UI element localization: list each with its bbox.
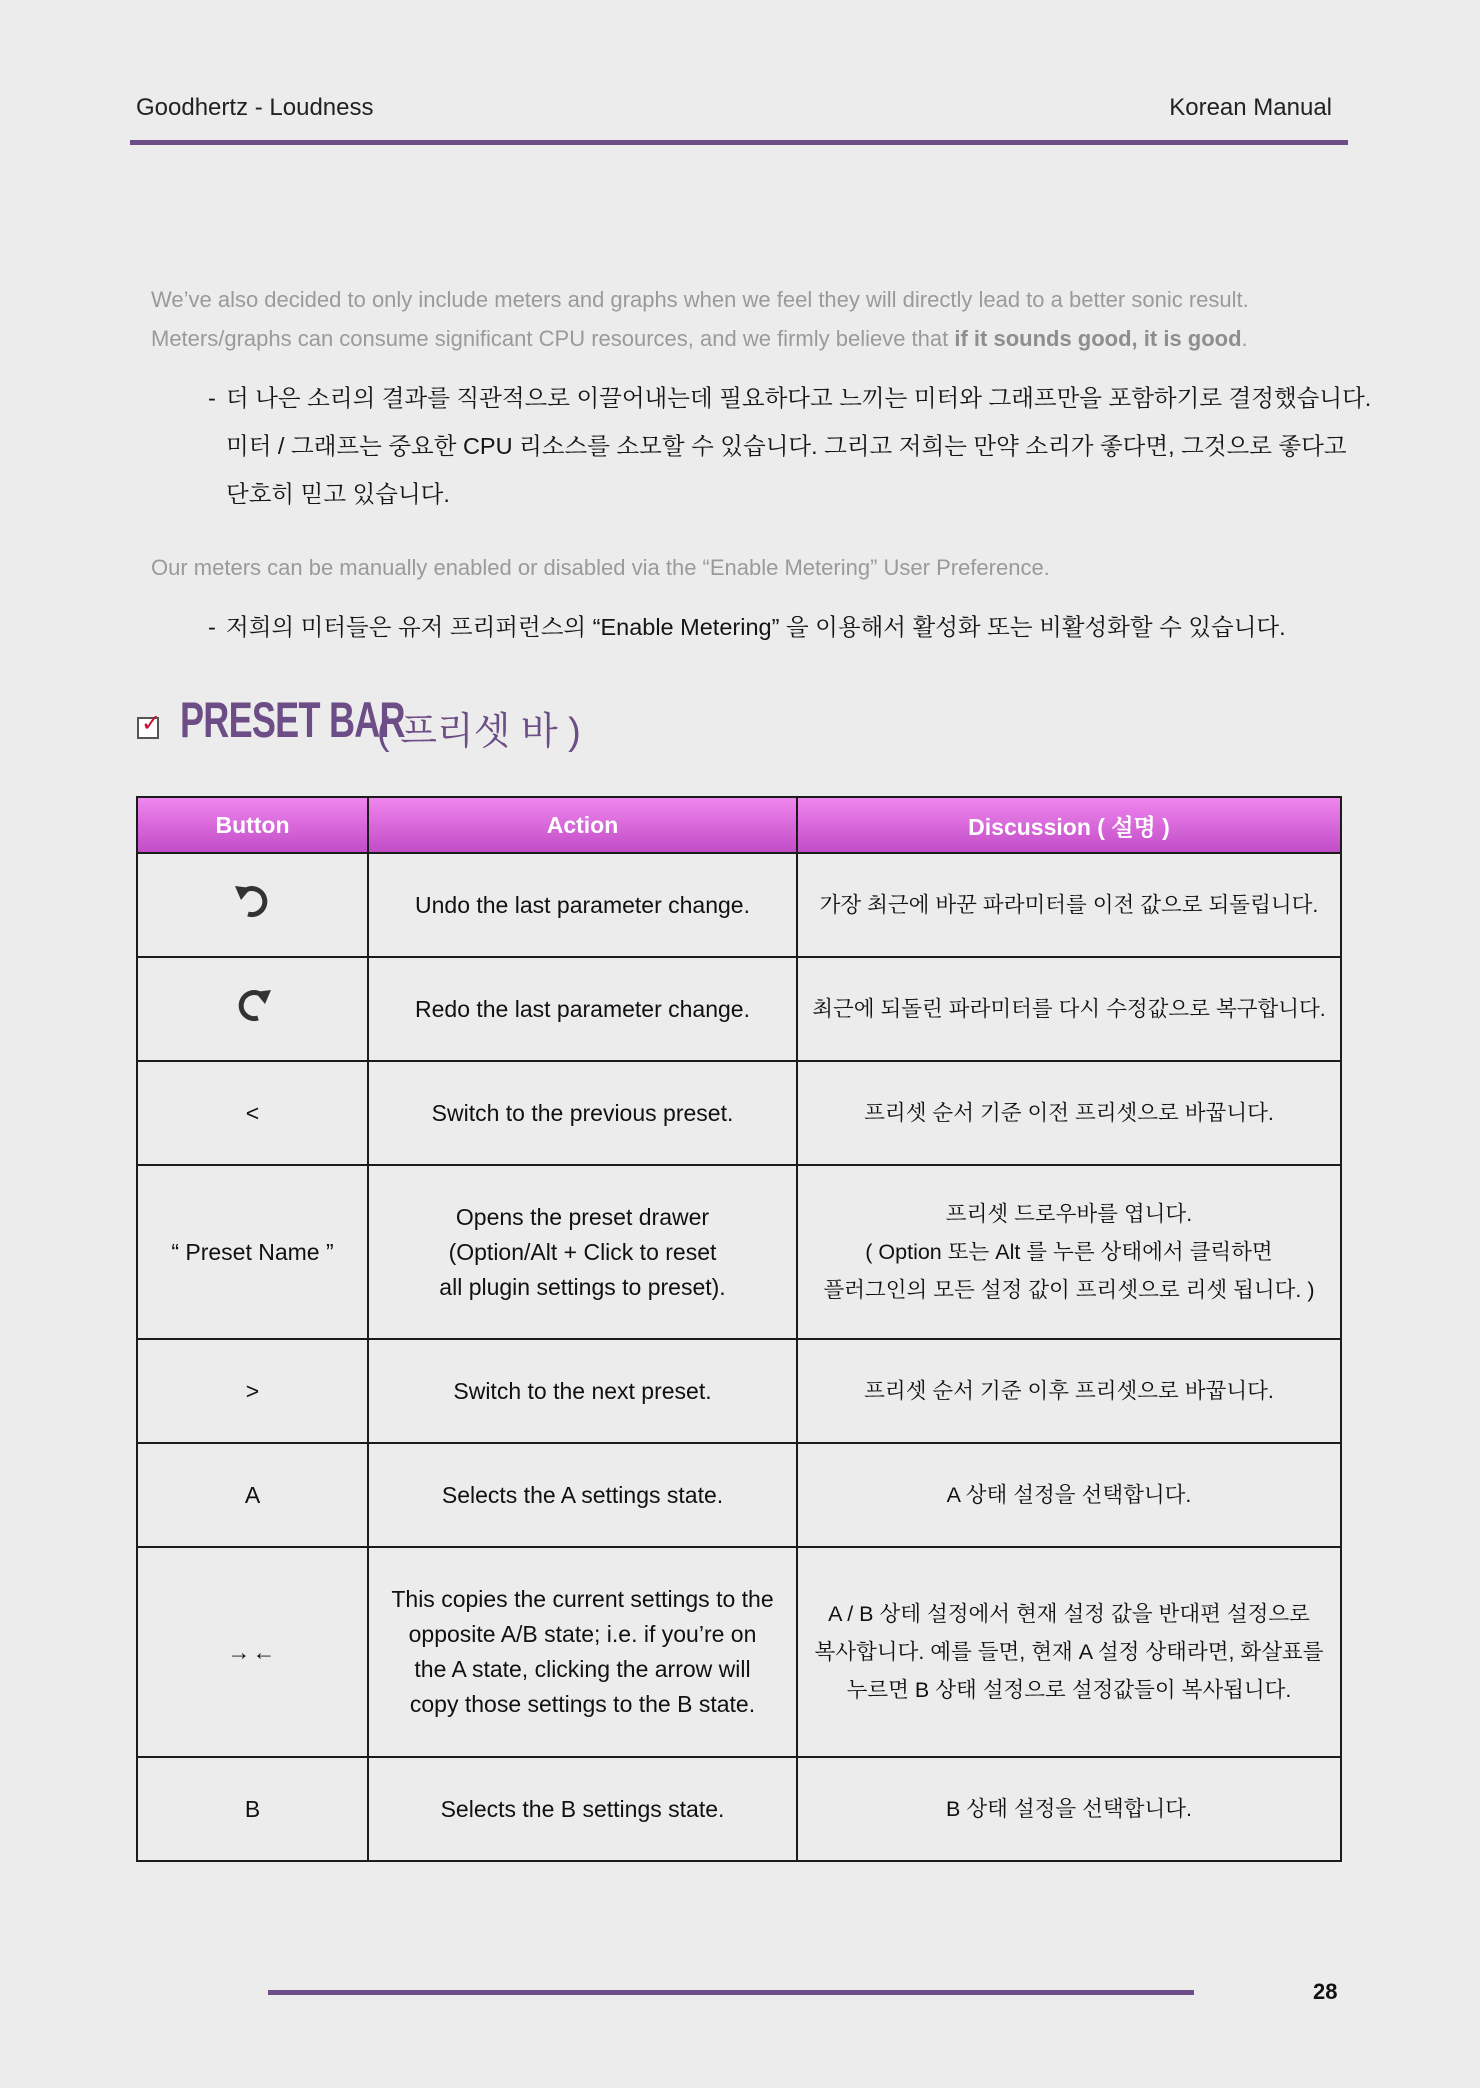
discussion-line: 누르면 B 상태 설정으로 설정값들이 복사됩니다. [846, 1678, 1292, 1702]
discussion-cell [797, 1165, 1341, 1339]
intro-en-line-2 [151, 320, 1248, 358]
section-title: PRESET BAR [180, 692, 405, 748]
footer-divider [268, 1990, 1194, 1995]
header-discussion: Discussion ( 설명 ) [797, 797, 1341, 853]
bullet-dash: - [208, 385, 216, 411]
redo-icon [231, 982, 275, 1026]
intro-ko-line-1: 더 나은 소리의 결과를 직관적으로 이끌어내는데 필요하다고 느끼는 미터와 그래프만을 포함하기로 결정했습니다. [226, 385, 1372, 411]
table-row [137, 1165, 1341, 1339]
intro-en-bold: if it sounds good, it is good [954, 326, 1242, 351]
button-cell: > [137, 1339, 368, 1443]
intro-en-line-1: We’ve also decided to only include meters and graphs when we feel they will directly lead to a better sonic result. [151, 287, 1249, 312]
discussion-cell: B 상태 설정을 선택합니다. [797, 1757, 1341, 1861]
intro-ko-line-3: 단호히 믿고 있습니다. [226, 481, 450, 507]
table-row [137, 1547, 1341, 1757]
header-left: Goodhertz - Loudness [136, 94, 374, 121]
page-header [130, 92, 1348, 145]
metering-ko-block [208, 603, 1286, 651]
check-icon: ✓ [141, 710, 162, 737]
discussion-cell: 최근에 되돌린 파라미터를 다시 수정값으로 복구합니다. [797, 957, 1341, 1061]
table-row [137, 1443, 1341, 1547]
table-row [137, 1339, 1341, 1443]
action-line: (Option/Alt + Click to reset [448, 1238, 717, 1265]
action-cell: Undo the last parameter change. [368, 853, 797, 957]
button-cell: < [137, 1061, 368, 1165]
header-button: Button [137, 797, 368, 853]
discussion-cell: A 상태 설정을 선택합니다. [797, 1443, 1341, 1547]
action-line: opposite A/B state; i.e. if you’re on [408, 1621, 757, 1647]
action-cell [368, 1165, 797, 1339]
preset-bar-table [136, 796, 1342, 1862]
header-action: Action [368, 797, 797, 853]
action-line: This copies the current settings to the [391, 1586, 774, 1612]
discussion-cell: 프리셋 순서 기준 이후 프리셋으로 바꿉니다. [797, 1339, 1341, 1443]
page-number: 28 [1313, 1979, 1338, 2004]
action-line: all plugin settings to preset). [439, 1273, 726, 1300]
metering-en: Our meters can be manually enabled or disabled via the “Enable Metering” User Preference. [151, 555, 1050, 580]
action-cell: Switch to the previous preset. [368, 1061, 797, 1165]
checkbox-icon [137, 710, 162, 739]
discussion-line: 플러그인의 모든 설정 값이 프리셋으로 리셋 됩니다. ) [823, 1278, 1315, 1302]
button-cell: A [137, 1443, 368, 1547]
discussion-line: ( Option 또는 Alt 를 누른 상태에서 클릭하면 [865, 1240, 1273, 1264]
action-cell: Switch to the next preset. [368, 1339, 797, 1443]
intro-ko-block [208, 374, 1372, 518]
action-line: the A state, clicking the arrow will [414, 1656, 751, 1682]
section-subtitle: ( 프리셋 바 ) [377, 711, 581, 753]
button-cell [137, 957, 368, 1061]
table-row [137, 1061, 1341, 1165]
button-cell: B [137, 1757, 368, 1861]
button-cell [137, 853, 368, 957]
copy-arrows-icon: →← [137, 1547, 368, 1757]
discussion-line: 프리셋 드로우바를 엽니다. [945, 1202, 1193, 1226]
bullet-dash: - [208, 614, 216, 640]
table-row [137, 1757, 1341, 1861]
discussion-cell: 가장 최근에 바꾼 파라미터를 이전 값으로 되돌립니다. [797, 853, 1341, 957]
table-header-row [137, 797, 1341, 853]
discussion-cell: 프리셋 순서 기준 이전 프리셋으로 바꿉니다. [797, 1061, 1341, 1165]
action-line: Opens the preset drawer [455, 1203, 710, 1230]
table-row [137, 957, 1341, 1061]
discussion-line: A / B 상테 설정에서 현재 설정 값을 반대편 설정으로 [828, 1602, 1310, 1626]
action-cell: Selects the A settings state. [368, 1443, 797, 1547]
metering-ko: 저희의 미터들은 유저 프리퍼런스의 “Enable Metering” 을 이용해서 활성화 또는 비활성화할 수 있습니다. [226, 614, 1286, 640]
discussion-cell [797, 1547, 1341, 1757]
action-cell [368, 1547, 797, 1757]
action-cell: Selects the B settings state. [368, 1757, 797, 1861]
button-cell: “ Preset Name ” [137, 1165, 368, 1339]
header-right: Korean Manual [1169, 94, 1332, 121]
action-cell: Redo the last parameter change. [368, 957, 797, 1061]
table-row [137, 853, 1341, 957]
discussion-line: 복사합니다. 예를 들면, 현재 A 설정 상태라면, 화살표를 [814, 1640, 1324, 1664]
action-line: copy those settings to the B state. [409, 1691, 756, 1717]
undo-icon [231, 878, 275, 922]
intro-en-period: . [1241, 326, 1248, 351]
intro-ko-line-2: 미터 / 그래프는 중요한 CPU 리소스를 소모할 수 있습니다. 그리고 저희는 만약 소리가 좋다면, 그것으로 좋다고 [226, 433, 1347, 459]
intro-en-text: Meters/graphs can consume significant CPU resources, and we firmly believe that [151, 326, 955, 351]
